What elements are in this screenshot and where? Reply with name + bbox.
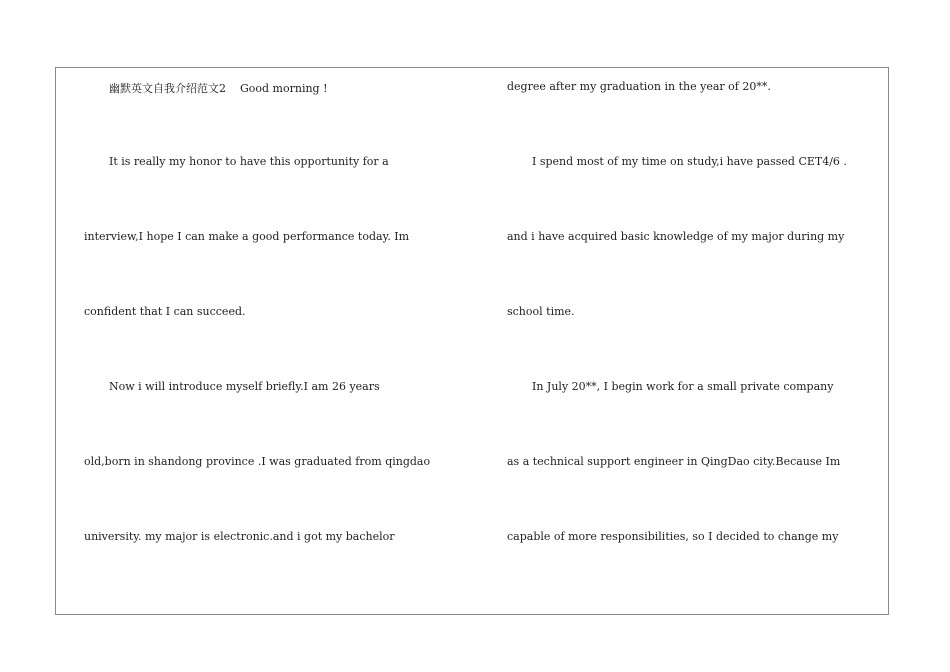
text-line: confident that I can succeed. — [84, 305, 246, 318]
text-line: old,born in shandong province .I was graduated from qingdao — [84, 455, 431, 468]
text-line: interview,I hope I can make a good performance today. Im — [84, 230, 410, 243]
text-line: capable of more responsibilities, so I decided to change my — [507, 530, 839, 543]
text-line: 幽默英文自我介绍范文2 Good morning ! — [109, 82, 328, 95]
text-line: as a technical support engineer in QingDao city.Because Im — [507, 455, 841, 468]
text-line: In July 20**, I begin work for a small private company — [532, 380, 834, 393]
text-line: and i have acquired basic knowledge of my major during my — [507, 230, 845, 243]
text-line: I spend most of my time on study,i have passed CET4/6 . — [532, 155, 847, 168]
text-line: university. my major is electronic.and i got my bachelor — [84, 530, 395, 543]
text-line: degree after my graduation in the year of 20**. — [507, 80, 771, 93]
text-line: It is really my honor to have this opportunity for a — [109, 155, 389, 168]
text-line: school time. — [507, 305, 575, 318]
text-line: Now i will introduce myself briefly.I am 26 years — [109, 380, 380, 393]
